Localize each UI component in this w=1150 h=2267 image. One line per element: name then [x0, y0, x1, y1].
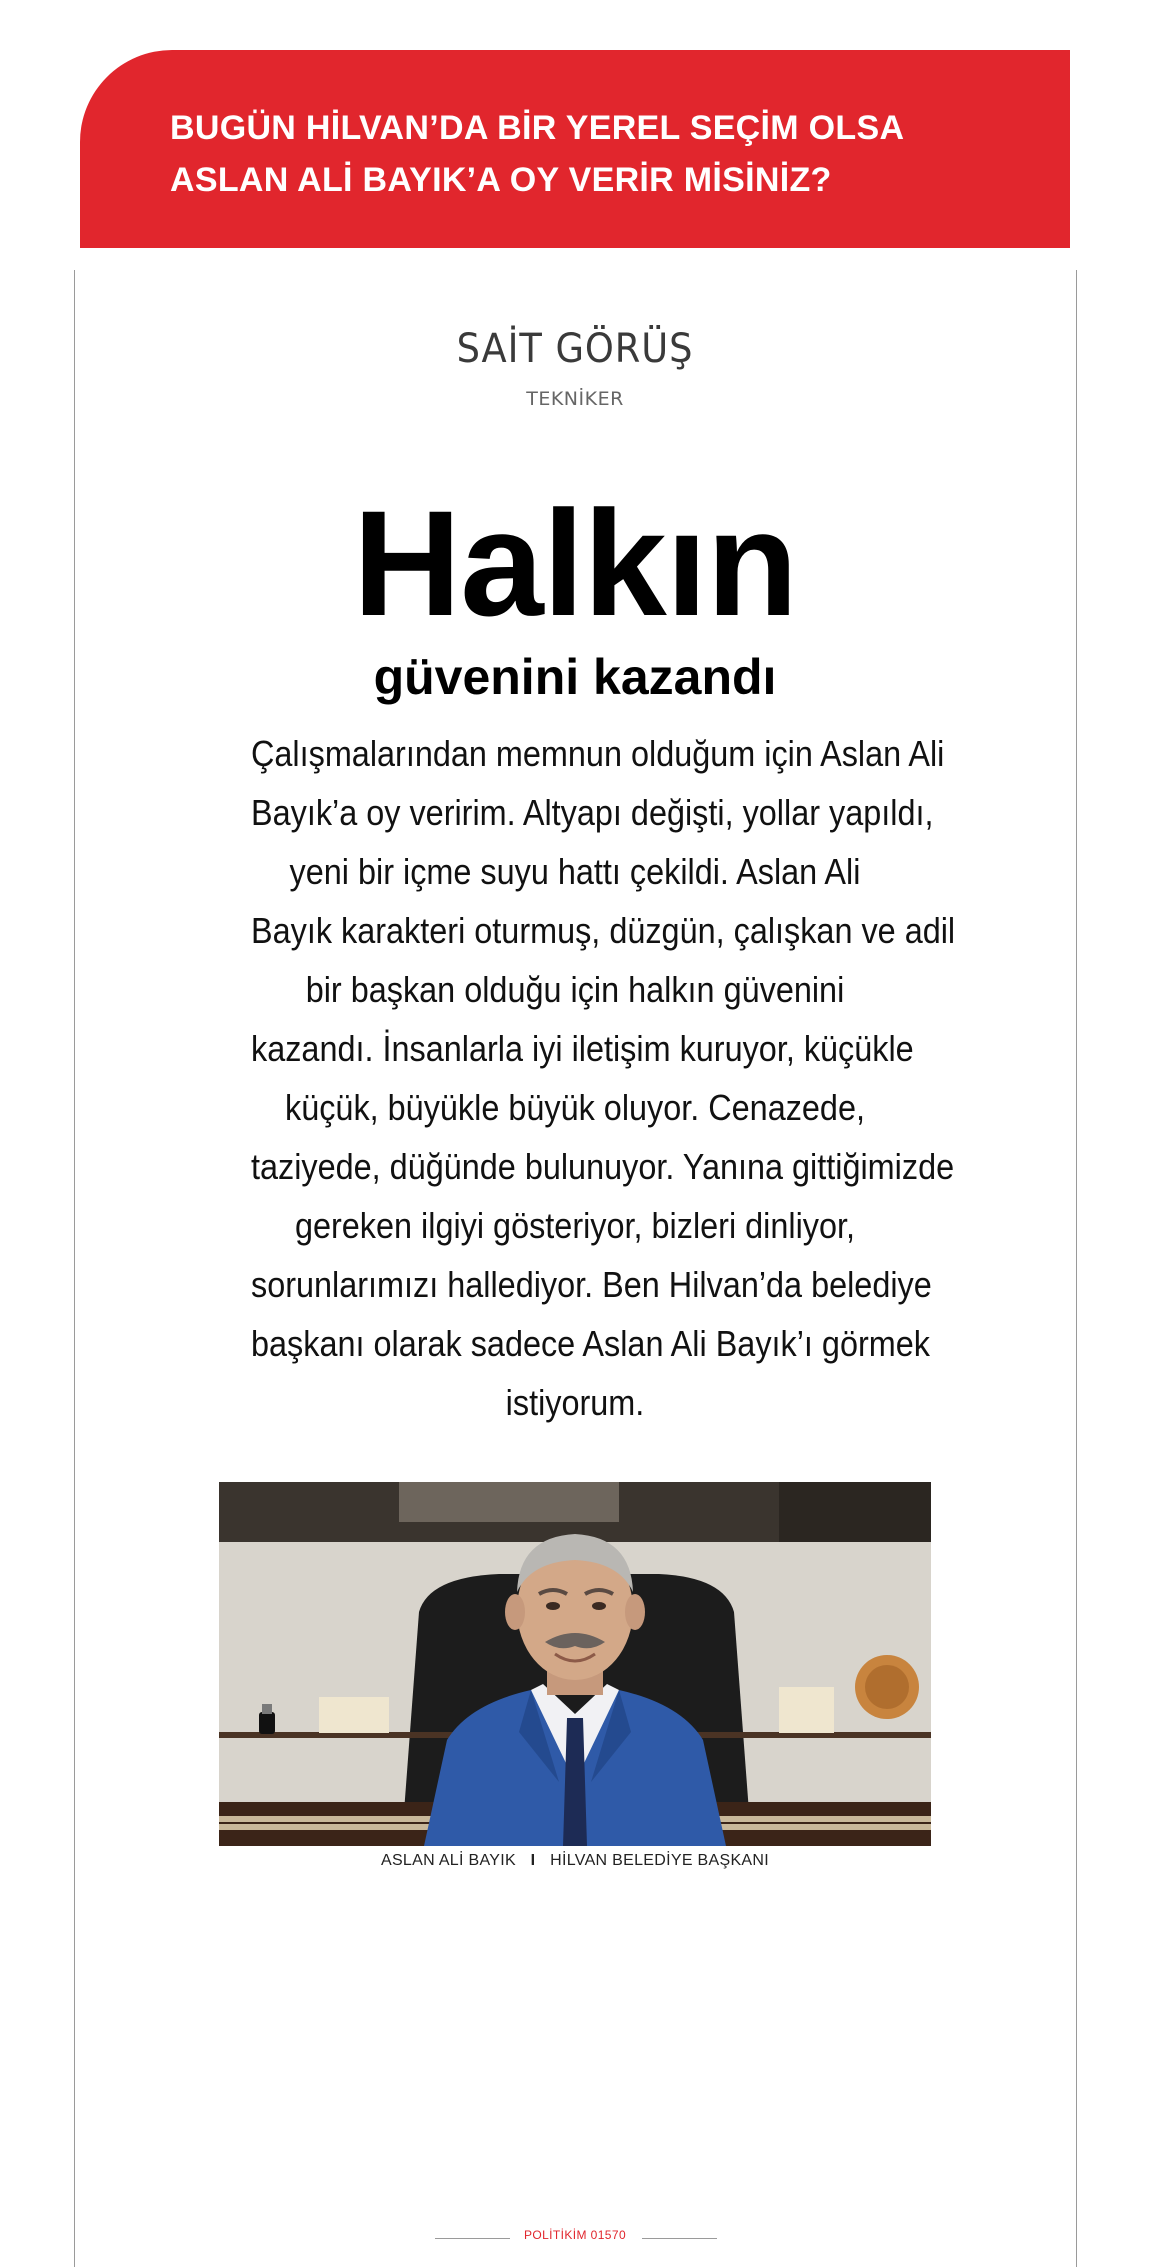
body-line: küçük, büyükle büyük oluyor. Cenazede,	[285, 1087, 865, 1128]
headline-banner	[80, 50, 1070, 248]
body-line: taziyede, düğünde bulunuyor. Yanına gittiğimizde	[251, 1146, 955, 1187]
footer-page-label: POLİTİKİM 01570	[523, 2228, 627, 2242]
body-line: yeni bir içme suyu hattı çekildi. Aslan Ali	[289, 851, 861, 892]
body-line: istiyorum.	[505, 1382, 645, 1423]
body-line: kazandı. İnsanlarla iyi iletişim kuruyor, küçükle	[251, 1028, 914, 1069]
body-line: bir başkan olduğu için halkın güvenini	[305, 969, 845, 1010]
banner-question-line-1: BUGÜN HİLVAN’DA BİR YEREL SEÇİM OLSA	[170, 109, 905, 147]
article-headline: Halkın	[352, 479, 798, 647]
author-role: TEKNİKER	[526, 388, 624, 410]
footer-rule-right	[642, 2238, 717, 2239]
caption-title: HİLVAN BELEDİYE BAŞKANI	[550, 1852, 770, 1869]
caption-separator: I	[530, 1852, 536, 1869]
caption-name: ASLAN ALİ BAYIK	[380, 1852, 516, 1869]
body-line: sorunlarımızı hallediyor. Ben Hilvan’da belediye	[251, 1264, 932, 1305]
body-line: Çalışmalarından memnun olduğum için Aslan Ali	[251, 733, 945, 774]
author-name: SAİT GÖRÜŞ	[456, 326, 694, 372]
mayor-portrait-photo	[219, 1482, 931, 1846]
body-line: Bayık karakteri oturmuş, düzgün, çalışkan ve adil	[251, 910, 956, 951]
photo-caption	[0, 1852, 1150, 1870]
article-body	[215, 724, 956, 1432]
article-subheadline: güvenini kazandı	[373, 649, 777, 705]
body-line: Bayık’a oy veririm. Altyapı değişti, yollar yapıldı,	[251, 792, 934, 833]
body-line: gereken ilgiyi gösteriyor, bizleri dinliyor,	[294, 1205, 856, 1246]
page-footer	[0, 2228, 1150, 2248]
body-line: başkanı olarak sadece Aslan Ali Bayık’ı görmek	[251, 1323, 930, 1364]
portrait-illustration	[219, 1482, 931, 1846]
banner-question-line-2: ASLAN ALİ BAYIK’A OY VERİR MİSİNİZ?	[170, 161, 832, 199]
